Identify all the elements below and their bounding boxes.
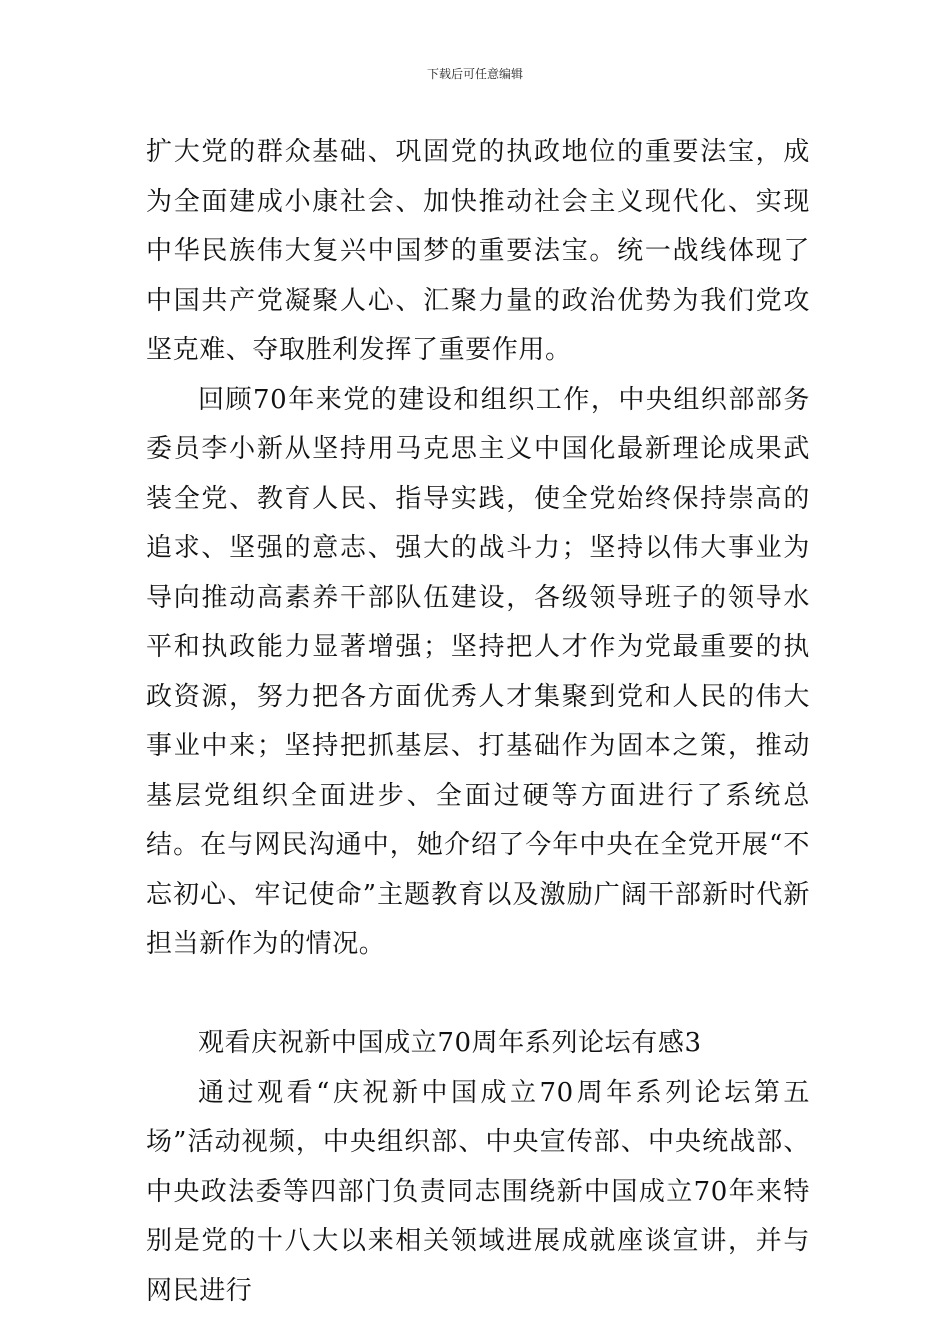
blank-line xyxy=(146,970,810,1020)
document-body xyxy=(146,128,810,1316)
section-title: 观看庆祝新中国成立70周年系列论坛有感3 xyxy=(198,1028,702,1058)
paragraph-3: 通过观看“庆祝新中国成立70周年系列论坛第五场”活动视频，中央组织部、中央宣传部、中央统战部、中央政法委等四部门负责同志围绕新中国成立70年来特别是党的十八大以来相关领域进展成就座谈宣讲，并与网民进行 xyxy=(146,1077,810,1306)
paragraph-2: 回顾70年来党的建设和组织工作，中央组织部部务委员李小新从坚持用马克思主义中国化最新理论成果武装全党、教育人民、指导实践，使全党始终保持崇高的追求、坚强的意志、强大的战斗力；坚持以伟大事业为导向推动高素养干部队伍建设，各级领导班子的领导水平和执政能力显著增强；坚持把人才作为党最重要的执政资源，努力把各方面优秀人才集聚到党和人民的伟大事业中来；坚持把抓基层、打基础作为固本之策，推动基层党组织全面进步、全面过硬等方面进行了系统总结。在与网民沟通中，她介绍了今年中央在全党开展“不忘初心、牢记使命”主题教育以及激励广阔干部新时代新担当新作为的情况。 xyxy=(146,384,810,959)
paragraph-1: 扩大党的群众基础、巩固党的执政地位的重要法宝，成为全面建成小康社会、加快推动社会主义现代化、实现中华民族伟大复兴中国梦的重要法宝。统一战线体现了中国共产党凝聚人心、汇聚力量的政治优势为我们党攻坚克难、夺取胜利发挥了重要作用。 xyxy=(146,137,810,365)
page-header: 下载后可任意编辑 xyxy=(426,67,523,81)
